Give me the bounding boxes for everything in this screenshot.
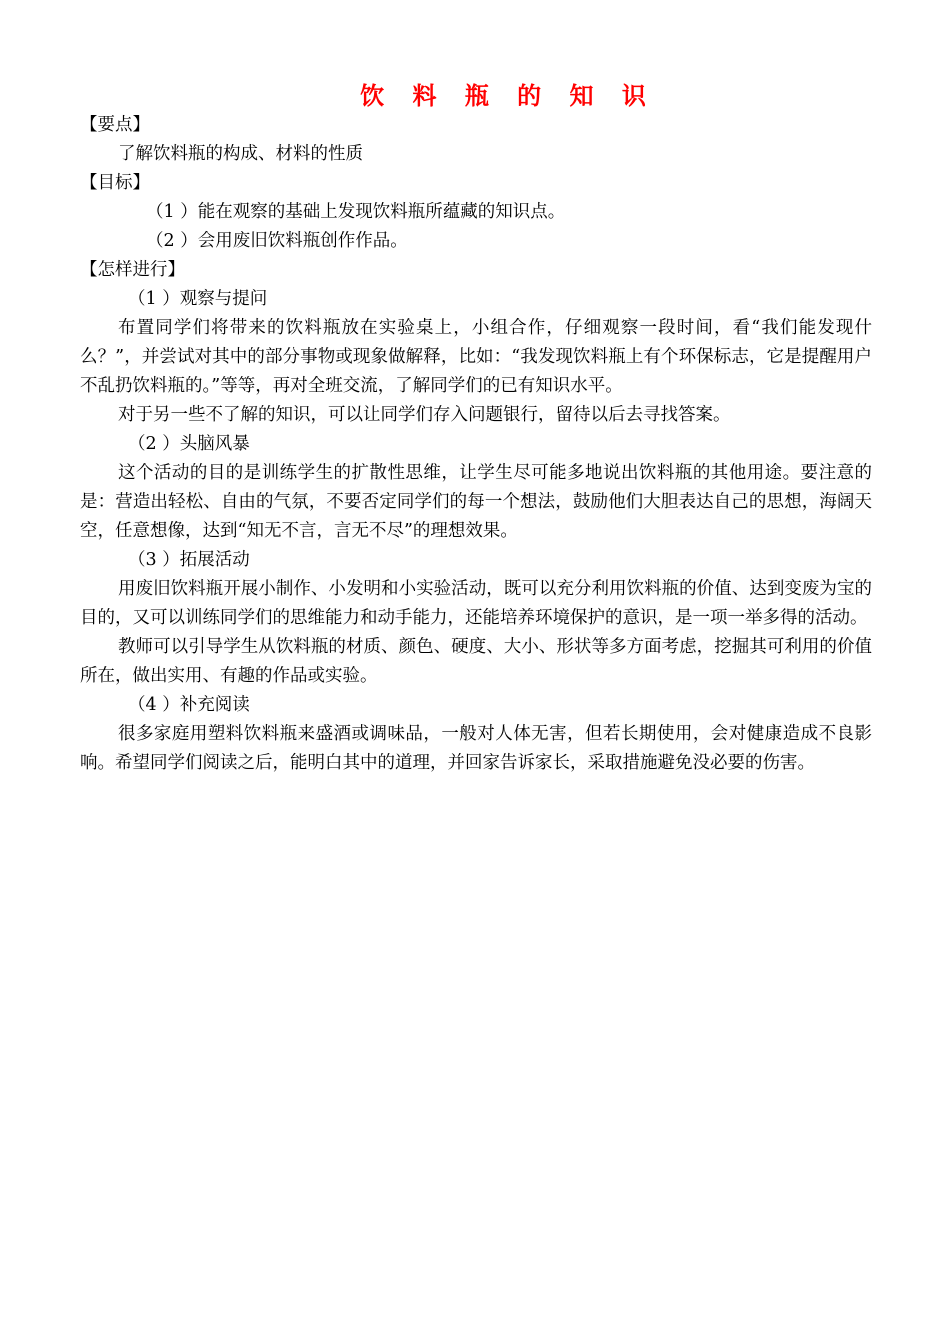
step-paragraph: 用废旧饮料瓶开展小制作、小发明和小实验活动，既可以充分利用饮料瓶的价值、达到变废为宝的目的，又可以训练同学们的思维能力和动手能力，还能培养环境保护的意识，是一项一举多得的活动。 — [80, 579, 872, 628]
step-title-brainstorm: （2 ）头脑风暴 — [128, 434, 250, 454]
document-body — [80, 111, 872, 778]
section-heading-process: 【怎样进行】 — [80, 260, 185, 280]
section-heading-goals: 【目标】 — [80, 173, 150, 193]
step-title-observe: （1 ）观察与提问 — [128, 289, 268, 309]
goal-item: （1 ）能在观察的基础上发现饮料瓶所蕴藏的知识点。 — [146, 202, 566, 222]
section-heading-key-points: 【要点】 — [80, 115, 150, 135]
step-paragraph: 教师可以引导学生从饮料瓶的材质、颜色、硬度、大小、形状等多方面考虑，挖掘其可利用的价值所在，做出实用、有趣的作品或实验。 — [80, 637, 872, 686]
goal-item: （2 ）会用废旧饮料瓶创作作品。 — [146, 231, 408, 251]
document-title: 饮 料 瓶 的 知 识 — [360, 82, 656, 110]
key-points-text: 了解饮料瓶的构成、材料的性质 — [118, 144, 363, 164]
step-paragraph: 很多家庭用塑料饮料瓶来盛酒或调味品，一般对人体无害，但若长期使用，会对健康造成不良影响。希望同学们阅读之后，能明白其中的道理，并回家告诉家长，采取措施避免没必要的伤害。 — [80, 724, 872, 773]
step-paragraph: 对于另一些不了解的知识，可以让同学们存入问题银行，留待以后去寻找答案。 — [118, 405, 731, 425]
step-paragraph: 这个活动的目的是训练学生的扩散性思维，让学生尽可能多地说出饮料瓶的其他用途。要注意的是：营造出轻松、自由的气氛，不要否定同学们的每一个想法，鼓励他们大胆表达自己的思想，海阔天空，任意想像，达到“知无不言，言无不尽”的理想效果。 — [80, 463, 872, 541]
step-paragraph: 布置同学们将带来的饮料瓶放在实验桌上，小组合作，仔细观察一段时间，看“我们能发现什么？”，并尝试对其中的部分事物或现象做解释，比如：“我发现饮料瓶上有个环保标志，它是提醒用户不乱扔饮料瓶的。”等等，再对全班交流，了解同学们的已有知识水平。 — [80, 318, 872, 396]
step-title-extension: （3 ）拓展活动 — [128, 550, 250, 570]
step-title-reading: （4 ）补充阅读 — [128, 695, 250, 715]
